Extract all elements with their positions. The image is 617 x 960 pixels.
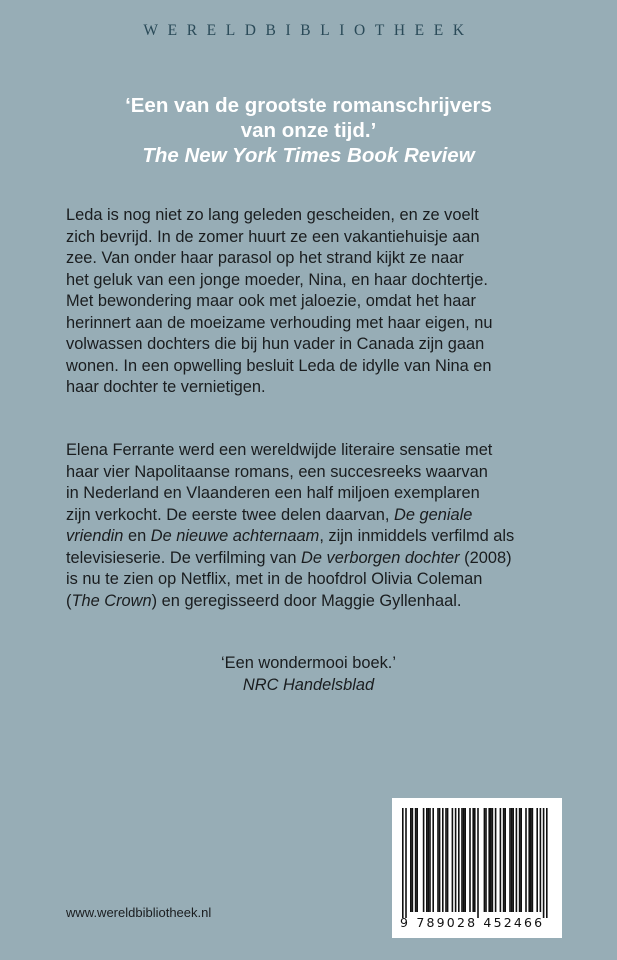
top-quote	[0, 93, 617, 168]
barcode-bar	[530, 808, 532, 912]
book-title-verborgen: De verborgen dochter	[301, 548, 460, 567]
barcode-bar	[429, 808, 431, 912]
synopsis-paragraph	[66, 205, 556, 399]
barcode-bar	[428, 808, 430, 912]
barcode-bar	[512, 808, 514, 912]
barcode-bar	[474, 808, 476, 912]
top-quote-line-1: ‘Een van de grootste romanschrijvers	[125, 94, 492, 117]
barcode	[392, 798, 562, 938]
bio-text: zijn verkocht.	[66, 505, 162, 524]
mid-quote-source: NRC Handelsblad	[242, 675, 375, 694]
publisher-name: WERELDBIBLIOTHEEK	[143, 22, 474, 39]
barcode-bar	[445, 808, 447, 912]
barcode-bar	[439, 808, 441, 912]
top-quote-source: The New York Times Book Review	[142, 144, 475, 167]
barcode-bar	[447, 808, 449, 912]
barcode-bar	[405, 808, 407, 918]
barcode-bar	[469, 808, 471, 912]
barcode-bar	[464, 808, 466, 912]
bio-text: (	[66, 591, 72, 610]
barcode-bar	[410, 808, 412, 912]
bio-text: ) en geregisseerd door Maggie Gyllenhaal.	[151, 591, 462, 610]
synopsis-line: het geluk van een jonge moeder, Nina, en haar dochtertje.	[66, 270, 488, 289]
barcode-bar	[437, 808, 439, 912]
bio-text: televisieserie.	[66, 548, 166, 567]
book-title-achternaam: De nieuwe achternaam	[150, 527, 320, 545]
barcode-bar	[503, 808, 505, 912]
barcode-bar	[490, 808, 492, 912]
barcode-bar	[536, 808, 538, 912]
series-title-crown: The Crown	[71, 591, 152, 610]
barcode-bar	[423, 808, 425, 912]
barcode-bar	[519, 808, 521, 912]
synopsis-line: volwassen dochters die bij hun vader in Canada zijn gaan	[66, 335, 485, 353]
website-url[interactable]: www.wereldbibliotheek.nl	[66, 905, 212, 920]
barcode-bar	[477, 808, 479, 918]
barcode-bar	[488, 808, 490, 912]
barcode-bar	[432, 808, 434, 912]
barcode-bar	[532, 808, 534, 912]
bio-line: haar vier Napolitaanse romans, een succesreeks waarvan	[66, 462, 488, 481]
barcode-bar	[426, 808, 428, 912]
synopsis-line: Leda is nog niet zo lang geleden gescheiden, en ze voelt	[66, 206, 479, 224]
bio-line	[66, 526, 556, 548]
synopsis-line: zich bevrijd. In de zomer huurt ze een vakantiehuisje aan	[66, 227, 480, 246]
barcode-bar	[485, 808, 487, 912]
top-quote-line-2: van onze tijd.’	[240, 119, 377, 142]
author-bio-paragraph	[66, 440, 556, 612]
barcode-bar	[492, 808, 494, 912]
isbn-number: 9 789028 452466	[400, 915, 545, 930]
barcode-bar	[509, 808, 511, 912]
barcode-bar	[461, 808, 463, 912]
barcode-bar	[528, 808, 530, 912]
bio-line	[66, 548, 556, 570]
bio-text: en	[123, 527, 151, 545]
barcode-bar	[458, 808, 460, 912]
bio-text: (2008)	[459, 548, 512, 567]
bio-text: , zijn inmiddels verfilmd als	[319, 527, 515, 545]
barcode-bar	[495, 808, 497, 912]
barcode-bar	[543, 808, 545, 918]
barcode-bar	[455, 808, 457, 912]
barcode-bar	[504, 808, 506, 912]
barcode-bar	[546, 808, 548, 918]
bio-line: Elena Ferrante werd een wereldwijde literaire sensatie met	[66, 441, 493, 459]
barcode-bar	[402, 808, 404, 918]
barcode-bar	[472, 808, 474, 912]
synopsis-line: wonen. In een opwelling besluit Leda de idylle van Nina en	[66, 356, 492, 375]
barcode-bar	[520, 808, 522, 912]
barcode-bar	[516, 808, 518, 912]
barcode-bar	[525, 808, 527, 912]
barcode-bar	[540, 808, 542, 912]
book-title-geniale: De geniale	[394, 505, 473, 524]
bio-line: is nu te zien op Netflix, met in de hoofdrol Olivia Coleman	[66, 570, 483, 588]
barcode-bar	[500, 808, 502, 912]
barcode-bar	[416, 808, 418, 912]
book-title-vriendin: vriendin	[66, 527, 124, 545]
barcode-bar	[463, 808, 465, 912]
mid-quote-text: ‘Een wondermooi boek.’	[221, 654, 396, 672]
synopsis-line: haar dochter te vernietigen.	[66, 378, 266, 396]
synopsis-line: Met bewondering maar ook met jaloezie, omdat het haar	[66, 292, 476, 310]
synopsis-line: herinnert aan de moeizame verhouding met haar eigen, nu	[66, 313, 493, 332]
bio-text: De eerste twee delen daarvan,	[166, 505, 395, 524]
bio-line	[66, 505, 556, 527]
barcode-bar	[511, 808, 513, 912]
barcode-bar	[484, 808, 486, 912]
bio-text: De verfilming van	[169, 548, 302, 567]
bio-line	[66, 591, 556, 613]
synopsis-line: zee. Van onder haar parasol op het strand kijkt ze naar	[66, 249, 464, 267]
barcode-bar	[412, 808, 414, 912]
barcode-bar	[415, 808, 417, 912]
barcode-bar	[452, 808, 454, 912]
barcode-bar	[442, 808, 444, 912]
bio-line: in Nederland en Vlaanderen een half miljoen exemplaren	[66, 484, 480, 502]
mid-quote	[0, 653, 617, 696]
